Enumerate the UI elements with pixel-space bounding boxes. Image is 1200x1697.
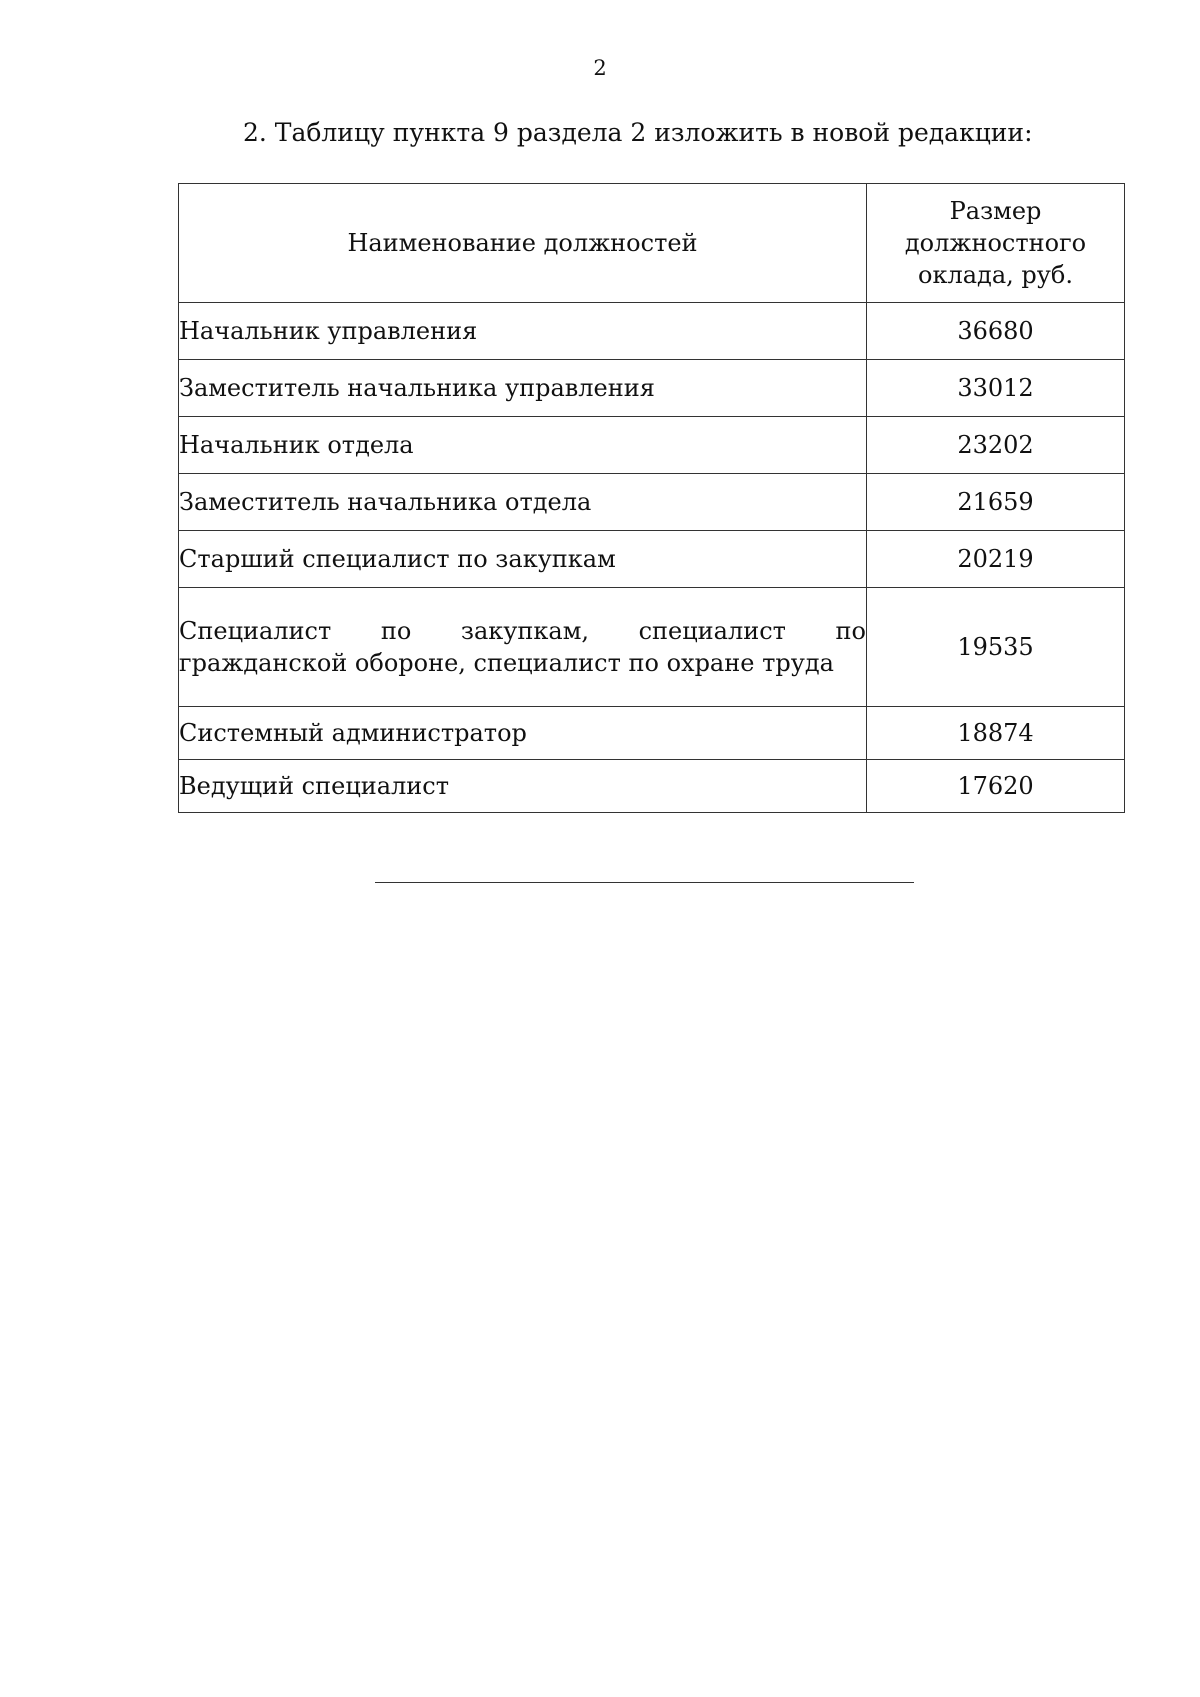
position-cell: Системный администратор <box>179 707 867 760</box>
position-cell: Специалист по закупкам, специалист по гражданской обороне, специалист по охране труда <box>179 588 867 707</box>
header-salary: Размер должностного оклада, руб. <box>867 184 1125 303</box>
salary-cell: 17620 <box>867 760 1125 813</box>
position-cell: Заместитель начальника управления <box>179 360 867 417</box>
salary-cell: 21659 <box>867 474 1125 531</box>
salary-cell: 19535 <box>867 588 1125 707</box>
salary-table <box>178 183 1125 813</box>
salary-cell: 36680 <box>867 303 1125 360</box>
intro-paragraph: 2. Таблицу пункта 9 раздела 2 изложить в новой редакции: <box>243 118 1033 147</box>
position-cell: Заместитель начальника отдела <box>179 474 867 531</box>
position-cell: Начальник управления <box>179 303 867 360</box>
table-row <box>179 707 1125 760</box>
salary-cell: 23202 <box>867 417 1125 474</box>
position-cell: Старший специалист по закупкам <box>179 531 867 588</box>
page-number: 2 <box>593 56 607 80</box>
table-row <box>179 760 1125 813</box>
table-row <box>179 360 1125 417</box>
table-row <box>179 303 1125 360</box>
closing-divider <box>375 882 914 883</box>
salary-cell: 33012 <box>867 360 1125 417</box>
salary-cell: 20219 <box>867 531 1125 588</box>
table-row <box>179 417 1125 474</box>
table-row <box>179 474 1125 531</box>
position-cell: Начальник отдела <box>179 417 867 474</box>
salary-cell: 18874 <box>867 707 1125 760</box>
table-row <box>179 531 1125 588</box>
table-header-row <box>179 184 1125 303</box>
header-position-name: Наименование должностей <box>179 184 867 303</box>
position-cell: Ведущий специалист <box>179 760 867 813</box>
table-row <box>179 588 1125 707</box>
